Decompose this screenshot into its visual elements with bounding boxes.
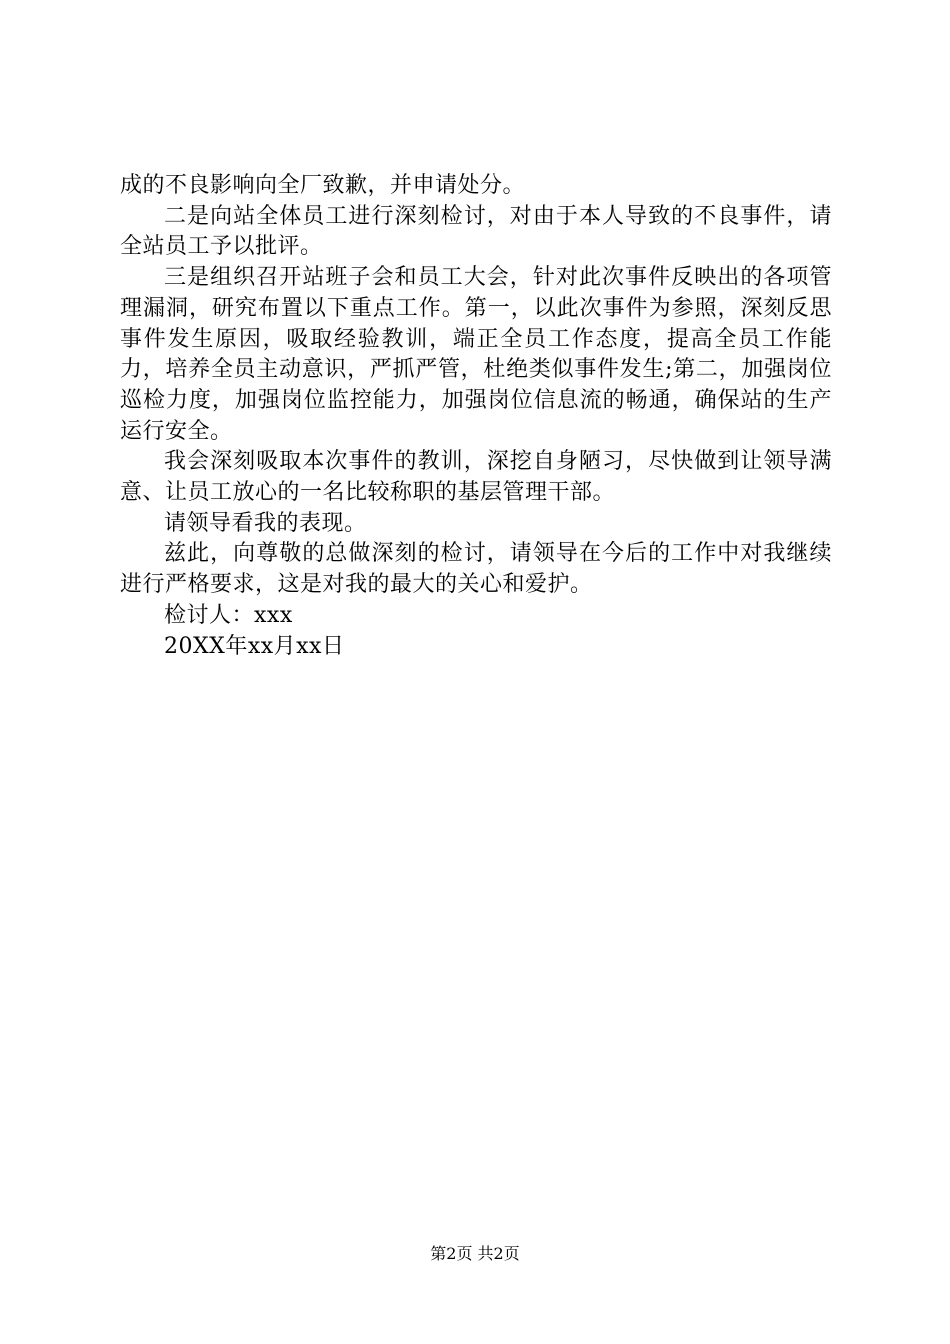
paragraph-third-point: 三是组织召开站班子会和员工大会，针对此次事件反映出的各项管理漏洞，研究布置以下重点工作。第一，以此次事件为参照，深刻反思事件发生原因，吸取经验教训，端正全员工作态度，提高全员工作能力，培养全员主动意识，严抓严管，杜绝类似事件发生;第二，加强岗位巡检力度，加强岗位监控能力，加强岗位信息流的畅通，确保站的生产运行安全。 [120, 265, 832, 444]
date-line: 20XX年xx月xx日 [164, 633, 345, 659]
page-number-label: 第2页 共2页 [430, 1244, 520, 1263]
paragraph-commitment: 我会深刻吸取本次事件的教训，深挖自身陋习，尽快做到让领导满意、让员工放心的一名比较称职的基层管理干部。 [120, 449, 832, 506]
signer-line: 检讨人：xxx [164, 602, 293, 628]
document-body [120, 171, 832, 662]
paragraph-second-point: 二是向站全体员工进行深刻检讨，对由于本人导致的不良事件，请全站员工予以批评。 [120, 203, 832, 260]
paragraph-continued: 成的不良影响向全厂致歉，并申请处分。 [120, 173, 526, 198]
page-footer [0, 1244, 950, 1264]
paragraph-request: 请领导看我的表现。 [164, 510, 367, 536]
paragraph-closing: 兹此，向尊敬的总做深刻的检讨，请领导在今后的工作中对我继续进行严格要求，这是对我的最大的关心和爱护。 [120, 541, 832, 598]
